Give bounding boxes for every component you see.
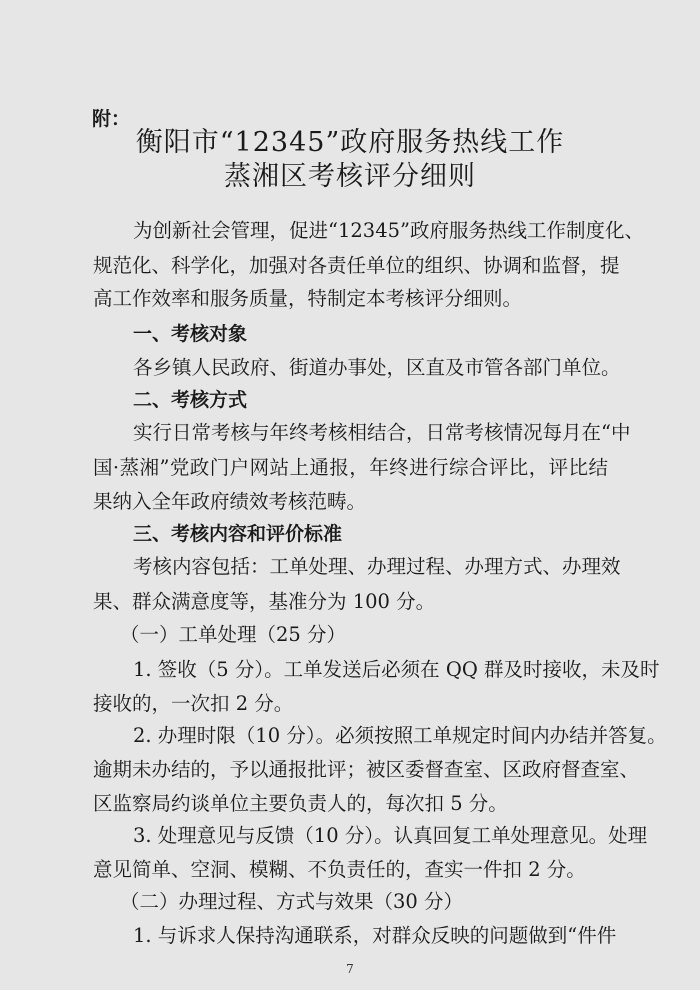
document-title-line-1: 衡阳市“12345”政府服务热线工作 [135,127,565,158]
paragraph-line: 意见简单、空洞、模糊、不负责任的，查实一件扣 2 分。 [93,858,586,881]
paragraph-line: 1. 签收（5 分）。工单发送后必须在 QQ 群及时接收，未及时 [133,658,660,681]
paragraph-line: 1. 与诉求人保持沟通联系，对群众反映的问题做到“件件 [133,924,617,947]
paragraph-line: 各乡镇人民政府、街道办事处，区直及市管各部门单位。 [133,356,621,379]
paragraph-line: 3. 处理意见与反馈（10 分）。认真回复工单处理意见。处理 [133,824,648,847]
subsection-heading: （一）工单处理（25 分） [120,623,347,646]
document-title-line-2: 蒸湘区考核评分细则 [224,161,476,192]
paragraph-line: 高工作效率和服务质量，特制定本考核评分细则。 [93,287,523,310]
attachment-label: 附： [92,108,131,130]
section-heading: 三、考核内容和评价标准 [133,523,343,545]
subsection-heading: （二）办理过程、方式与效果（30 分） [120,890,464,913]
paragraph-line: 2. 办理时限（10 分）。必须按照工单规定时间内办结并答复。 [133,724,667,747]
paragraph-line: 为创新社会管理，促进“12345”政府服务热线工作制度化、 [133,219,644,242]
paragraph-line: 逾期未办结的，予以通报批评；被区委督查室、区政府督查室、 [93,758,640,781]
page-number: 7 [346,962,354,976]
paragraph-line: 果、群众满意度等，基准分为 100 分。 [93,590,436,613]
paragraph-line: 接收的，一次扣 2 分。 [93,692,294,715]
paragraph-line: 规范化、科学化，加强对各责任单位的组织、协调和监督，提 [93,254,620,277]
section-heading: 二、考核方式 [133,389,248,411]
paragraph-line: 果纳入全年政府绩效考核范畴。 [93,490,367,513]
paragraph-line: 考核内容包括：工单处理、办理过程、办理方式、办理效 [133,555,621,578]
paragraph-line: 实行日常考核与年终考核相结合，日常考核情况每月在“中 [133,421,631,444]
paragraph-line: 区监察局约谈单位主要负责人的，每次扣 5 分。 [93,792,508,815]
paragraph-line: 国·蒸湘”党政门户网站上通报，年终进行综合评比，评比结 [93,456,608,479]
section-heading: 一、考核对象 [133,323,248,345]
